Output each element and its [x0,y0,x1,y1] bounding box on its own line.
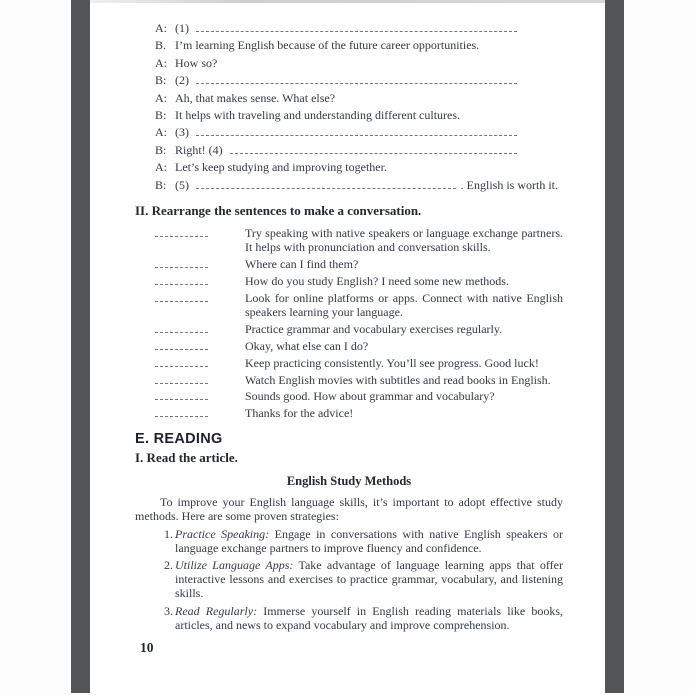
order-blank-line [155,407,208,417]
order-blank-line [155,258,208,268]
strategy-lead: Read Regularly: [175,603,258,618]
dialogue-text: How so? [175,55,218,70]
page-top-shadow [90,0,605,3]
reading-section-heading: E. READING [135,431,223,448]
order-blank-line [155,227,208,237]
article-intro: To improve your English language skills, it’s important to adopt effective study methods. Here are some proven strategies: [135,495,563,524]
sentence-text: Where can I find them? [245,256,359,271]
dialogue-row [155,144,517,158]
speaker-label: B: [155,177,167,192]
rearrange-item [135,292,563,320]
dialogue-row [155,179,558,193]
blank-number: Right! (4) [175,142,223,157]
order-blank-line [155,340,208,350]
strategies-list [135,528,563,633]
rearrange-item [135,227,563,255]
order-blank-line [155,292,208,302]
speaker-label: A: [155,90,167,105]
dialogue-row [155,161,517,175]
sentence-text: Practice grammar and vocabulary exercises regularly. [245,321,503,336]
blank-number: (5) [175,177,189,192]
reading-instruction: I. Read the article. [135,450,238,466]
speaker-label: B: [155,142,167,157]
strategy-item [135,528,563,556]
dialogue-row [155,74,517,88]
speaker-label: A: [155,21,167,35]
speaker-label: B. [155,38,167,53]
order-blank-line [155,357,208,367]
list-number: 1. [164,526,173,541]
speaker-label: A: [155,160,167,175]
rearrange-item [135,407,563,421]
sentence-text: Look for online platforms or apps. Connect with native English speakers learning your language. [245,290,563,319]
blank-number: (3) [175,125,189,140]
blank-number: (1) [175,21,189,35]
sentence-text: How do you study English? I need some new methods. [245,273,509,288]
dialogue-section [155,21,558,192]
answer-blank-line [196,126,517,136]
sentence-text: Watch English movies with subtitles and read books in English. [245,372,551,387]
answer-blank-line [196,22,517,32]
dialogue-text: Ah, that makes sense. What else? [175,90,336,105]
strategy-detail: Take advantage of language learning apps that offer interactive lessons and exercises to practice grammar, vocabulary, and listening skills. [175,558,563,601]
dialogue-row [155,109,517,123]
strategy-detail: Engage in conversations with native English speakers or language exchange partners to improve fluency and confidence. [175,526,563,555]
rearrange-item [135,390,563,404]
speaker-label: A: [155,55,167,70]
sentence-text: Sounds good. How about grammar and vocabulary? [245,389,495,404]
dialogue-row [155,22,517,36]
answer-blank-line [196,74,517,84]
blank-number: (2) [175,73,189,88]
rearrange-item [135,374,563,388]
speaker-label: B: [155,107,167,122]
dialogue-text: It helps with traveling and understanding different cultures. [175,107,461,122]
article-title: English Study Methods [286,474,412,489]
dialogue-row [155,39,517,53]
list-number: 3. [164,603,173,618]
strategy-item [135,605,563,633]
strategy-lead: Practice Speaking: [175,526,270,541]
order-blank-line [155,275,208,285]
sentence-text: Thanks for the advice! [245,406,354,421]
rearrange-item [135,258,563,272]
dialogue-text: . English is worth it. [460,177,558,192]
strategy-lead: Utilize Language Apps: [175,558,294,573]
rearrange-item [135,357,563,371]
page-number: 10 [140,640,154,656]
binding-bar-right [605,0,624,693]
rearrange-item [135,275,563,289]
sentence-text: Try speaking with native speakers or language exchange partners. It helps with pronunciation and conversation skills. [245,226,563,254]
rearrange-section [135,227,563,421]
order-blank-line [155,323,208,333]
dialogue-text: Let’s keep studying and improving together. [175,160,387,175]
strategy-detail: Immerse yourself in English reading materials like books, articles, and news to expand vocabulary and improve comprehension. [175,603,563,632]
sentence-text: Okay, what else can I do? [245,338,369,353]
rearrange-heading: II. Rearrange the sentences to make a conversation. [135,203,422,219]
order-blank-line [155,374,208,384]
rearrange-item [135,323,563,337]
strategy-text [175,528,563,556]
rearrange-item [135,340,563,354]
answer-blank-line [230,144,517,154]
dialogue-row [155,92,517,106]
worksheet-page [90,0,605,695]
strategy-text [175,605,563,633]
strategy-text [175,559,563,600]
order-blank-line [155,390,208,400]
binding-bar-left [71,0,90,693]
strategy-item [135,559,563,600]
list-number: 2. [164,558,173,573]
answer-blank-line [196,179,456,189]
dialogue-row [155,126,517,140]
dialogue-row [155,57,517,71]
sentence-text: Keep practicing consistently. You’ll see progress. Good luck! [245,355,539,370]
dialogue-text: I’m learning English because of the future career opportunities. [175,38,480,53]
speaker-label: A: [155,125,167,140]
speaker-label: B: [155,73,167,88]
